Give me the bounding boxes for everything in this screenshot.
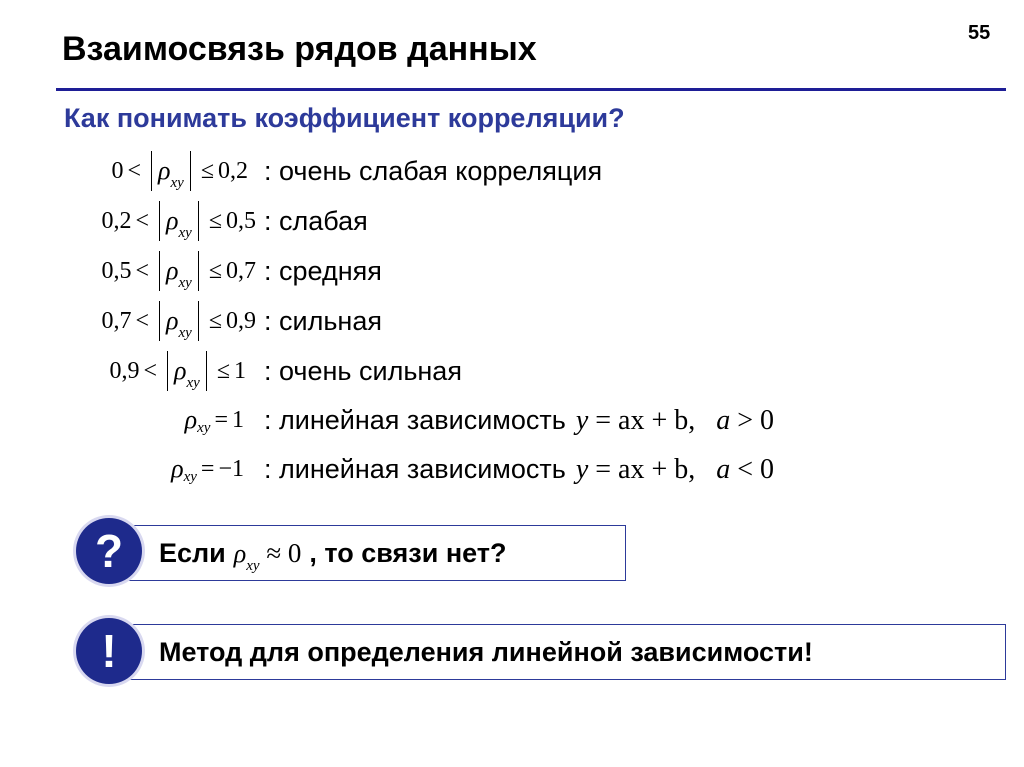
rho-equals-formula: ρ xy = −1: [171, 454, 244, 485]
row-description: : средняя: [264, 256, 382, 286]
abs-rho: $\rho_{xy}$: [167, 351, 207, 391]
slide-title: Взаимосвязь рядов данных: [62, 30, 537, 68]
exclaim-callout: [108, 624, 1006, 680]
upper-bound: 0,2: [218, 157, 248, 184]
rho-equals-formula: ρ xy = 1: [184, 405, 244, 436]
lower-bound: 0: [111, 157, 124, 184]
less-equal-sign: ≤: [208, 257, 222, 284]
exclamation-icon: !: [76, 618, 142, 684]
row-description: : линейная зависимость y = ax + b, a > 0: [264, 405, 775, 436]
abs-rho: $\rho_{xy}$: [151, 151, 191, 191]
row-description: : очень слабая корреляция: [264, 156, 603, 186]
less-than-sign: <: [143, 357, 158, 384]
lower-bound: 0,9: [109, 357, 140, 384]
question-text: Если $\rho_{xy} \approx 0$ , то связи нет?: [159, 538, 507, 574]
row-description: : линейная зависимость y = ax + b, a < 0: [264, 454, 775, 485]
less-than-sign: <: [135, 257, 150, 284]
question-mark-icon: ?: [76, 518, 142, 584]
less-equal-sign: ≤: [200, 157, 214, 184]
lower-bound: 0,7: [101, 307, 132, 334]
lower-bound: 0,2: [101, 207, 132, 234]
range-formula: [0, 249, 256, 293]
abs-rho: $\rho_{xy}$: [159, 201, 199, 241]
row-description: : сильная: [264, 306, 382, 336]
less-equal-sign: ≤: [208, 207, 222, 234]
abs-rho: $\rho_{xy}$: [159, 301, 199, 341]
page-number: 55: [968, 22, 991, 44]
upper-bound: 0,9: [226, 307, 256, 334]
less-equal-sign: ≤: [208, 307, 222, 334]
linear-equation: y = ax + b, a > 0: [575, 405, 775, 436]
less-than-sign: <: [127, 157, 142, 184]
question-callout: [108, 525, 626, 581]
abs-rho: $\rho_{xy}$: [159, 251, 199, 291]
upper-bound: 1: [234, 357, 246, 384]
lower-bound: 0,5: [101, 257, 132, 284]
less-than-sign: <: [135, 207, 150, 234]
row-description: : очень сильная: [264, 356, 462, 386]
range-formula: [0, 149, 248, 193]
less-equal-sign: ≤: [216, 357, 230, 384]
exclaim-text: Метод для определения линейной зависимости!: [159, 637, 813, 667]
row-description: : слабая: [264, 206, 368, 236]
range-formula: [0, 349, 246, 393]
range-formula: [0, 299, 256, 343]
upper-bound: 0,7: [226, 257, 256, 284]
upper-bound: 0,5: [226, 207, 256, 234]
title-rule: [56, 88, 1006, 91]
subtitle: Как понимать коэффициент корреляции?: [64, 103, 625, 133]
less-than-sign: <: [135, 307, 150, 334]
linear-equation: y = ax + b, a < 0: [575, 454, 775, 485]
rho-approx-formula: $\rho_{xy} \approx 0$: [233, 538, 302, 574]
range-formula: [0, 199, 256, 243]
